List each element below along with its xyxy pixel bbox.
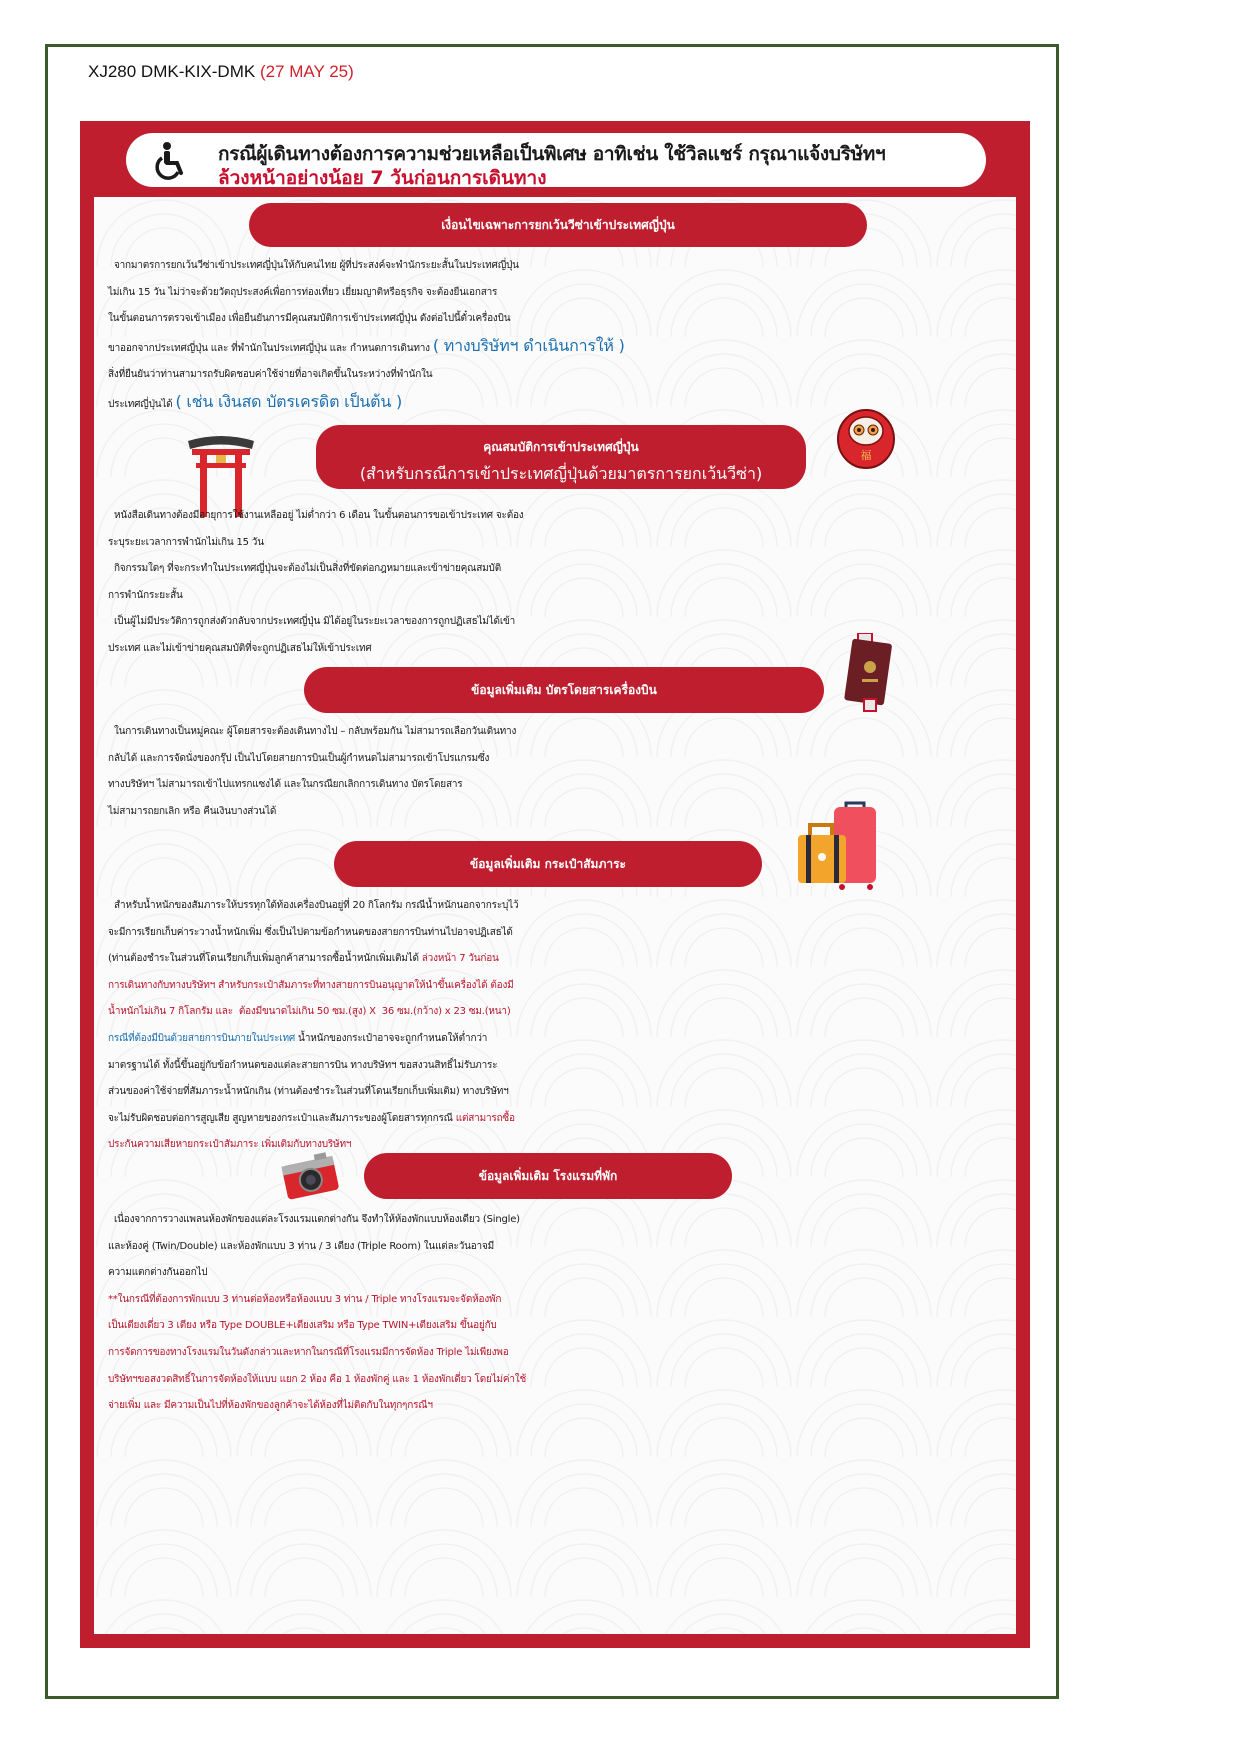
luggage-icon (794, 801, 884, 891)
camera-icon (280, 1151, 340, 1201)
text-line: ในขั้นตอนการตรวจเข้าเมือง เพื่อยืนยันการมีคุณสมบัติการเข้าประเทศญี่ปุ่น ดังต่อไปนี้ตั๋วเครื่องบิน (108, 313, 511, 325)
text-line: ในการเดินทางเป็นหมู่คณะ ผู้โดยสารจะต้องเดินทางไป – กลับพร้อมกัน ไม่สามารถเลือกวันเดินทาง (108, 726, 517, 737)
example-note: ( เช่น เงินสด บัตรเครดิต เป็นต้น ) (175, 391, 403, 411)
passport-ticket-icon (844, 633, 894, 713)
text-line: หนังสือเดินทางต้องมีอายุการใช้งานเหลืออยู่ ไม่ต่ำกว่า 6 เดือน ในขั้นตอนการขอเข้าประเทศ จะต้อง (108, 510, 524, 521)
text-line: จะมีการเรียกเก็บค่าระวางน้ำหนักเพิ่ม ซึ่งเป็นไปตามข้อกำหนดของสายการบินท่านไปอาจปฏิเสธได้ (108, 926, 513, 938)
insurance-note: แต่สามารถซื้อ (455, 1112, 515, 1124)
flight-code: XJ280 DMK-KIX-DMK (88, 62, 256, 81)
text-line: ทางบริษัทฯ ไม่สามารถเข้าไปแทรกแซงได้ และในกรณียกเลิกการเดินทาง บัตรโดยสาร (108, 779, 463, 791)
wheelchair-icon (150, 141, 190, 181)
text-line: สำหรับน้ำหนักของสัมภาระให้บรรทุกใต้ท้องเครื่องบินอยู่ที่ 20 กิโลกรัม กรณีน้ำหนักนอกจากระบุไว้ (108, 900, 519, 911)
text-line: (ท่านต้องชำระในส่วนที่โดนเรียกเก็บเพิ่มลูกค้าสามารถซื้อน้ำหนักเพิ่มเติมได้ ล่วงหน้า 7 วันก่อน (108, 953, 499, 965)
text-line: และห้องคู่ (Twin/Double) และห้องพักแบบ 3 ท่าน / 3 เตียง (Triple Room) ในแต่ละวันอาจมี (108, 1240, 495, 1252)
daruma-character: 福 (860, 449, 872, 462)
text-line: กลับได้ และการจัดนั่งของกรุ๊ป เป็นไปโดยสายการบินเป็นผู้กำหนดไม่สามารถเข้าโปรแกรมซึ่ง (108, 752, 490, 764)
notice-line-2: ล้วงหน้าอย่างน้อย 7 วันก่อนการเดินทาง (218, 167, 547, 189)
advance-notice: ล่วงหน้า 7 วันก่อน (421, 953, 499, 965)
text-line: น้ำหนักไม่เกิน 7 กิโลกรัม และ ต้องมีขนาดไม่เกิน 50 ซม.(สูง) X 36 ซม.(กว้าง) x 23 ซม.(หนา) (108, 1006, 511, 1018)
section-title-qualification: คุณสมบัติการเข้าประเทศญี่ปุ่น (สำหรับกรณีการเข้าประเทศญี่ปุ่นด้วยมาตรการยกเว้นวีซ่า) (316, 425, 806, 489)
company-note: ( ทางบริษัทฯ ดำเนินการให้ ) (432, 335, 625, 355)
text-line: ขาออกจากประเทศญี่ปุ่น และ ที่พำนักในประเทศญี่ปุ่น และ กำหนดการเดินทาง ( ทางบริษัทฯ ดำเนินการให้ ) (108, 335, 625, 355)
baggage-paragraph (108, 893, 998, 1159)
text-line: กิจกรรมใดๆ ที่จะกระทำในประเทศญี่ปุ่นจะต้องไม่เป็นสิ่งที่ขัดต่อกฎหมายและเข้าข่ายคุณสมบัติ (108, 563, 501, 575)
text-line: มาตรฐานได้ ทั้งนี้ขึ้นอยู่กับข้อกำหนดของแต่ละสายการบิน ทางบริษัทฯ ขอสงวนสิทธิ์ไม่รับภาระ (108, 1059, 498, 1071)
notice-line-1: กรณีผู้เดินทางต้องการความช่วยเหลือเป็นพิเศษ อาทิเช่น ใช้วิลแชร์ กรุณาแจ้งบริษัทฯ (218, 143, 886, 165)
text-line: ไม่สามารถยกเลิก หรือ คืนเงินบางส่วนได้ (108, 805, 277, 817)
text-line: จากมาตรการยกเว้นวีซ่าเข้าประเทศญี่ปุ่นให้กับคนไทย ผู้ที่ประสงค์จะพำนักระยะสั้นในประเทศญี่ปุ่น (108, 260, 519, 271)
text-line: บริษัทฯขอสงวดสิทธิ์ในการจัดห้องให้แบบ แยก 2 ห้อง คือ 1 ห้องพักคู่ และ 1 ห้องพักเดี่ยว โดยไม่ค่าใช้ (108, 1373, 527, 1385)
text-line: **ในกรณีที่ต้องการพักแบบ 3 ท่านต่อห้องหรือห้องแบบ 3 ท่าน / Triple ทางโรงแรมจะจัดห้องพัก (108, 1293, 502, 1305)
text-line: เป็นผู้ไม่มีประวัติการถูกส่งตัวกลับจากประเทศญี่ปุ่น มิได้อยู่ในระยะเวลาของการถูกปฏิเสธไม่ได้เข้า (108, 616, 516, 628)
text-line: เป็นเตียงเดี่ยว 3 เตียง หรือ Type DOUBLE+เตียงเสริม หรือ Type TWIN+เตียงเสริม ขึ้นอยู่กับ (108, 1320, 497, 1332)
flight-date: (27 MAY 25) (259, 62, 354, 81)
text-line: กรณีที่ต้องมีบินด้วยสายการบินภายในประเทศ น้ำหนักของกระเป๋าอาจจะถูกกำหนดให้ต่ำกว่า (108, 1032, 488, 1044)
section-title-ticket: ข้อมูลเพิ่มเติม บัตรโดยสารเครื่องบิน (304, 667, 824, 713)
section-title-hotel: ข้อมูลเพิ่มเติม โรงแรมที่พัก (364, 1153, 732, 1199)
visa-paragraph (108, 253, 998, 419)
text-line: สิ่งที่ยืนยันว่าท่านสามารถรับผิดชอบค่าใช้จ่ายที่อาจเกิดขึ้นในระหว่างที่พำนักใน (108, 369, 433, 381)
content-area (94, 197, 1016, 1634)
text-line: จ่ายเพิ่ม และ มีความเป็นไปที่ห้องพักของลูกค้าจะได้ห้องที่ไม่ติดกับในทุกๆกรณีฯ (108, 1400, 433, 1412)
text-line: ส่วนของค่าใช้จ่ายที่สัมภาระน้ำหนักเกิน (ท่านต้องชำระในส่วนที่โดนเรียกเก็บเพิ่มเติม) ทางบริษัทฯ (108, 1086, 509, 1098)
flight-header (88, 62, 354, 82)
text-line: การพำนักระยะสั้น (108, 589, 183, 601)
daruma-doll-icon (834, 405, 898, 469)
text-line: ประเทศญี่ปุ่นได้ ( เช่น เงินสด บัตรเครดิต เป็นต้น ) (108, 391, 403, 411)
text-line: ประเทศ และไม่เข้าข่ายคุณสมบัติที่จะถูกปฏิเสธไม่ให้เข้าประเทศ (108, 642, 372, 654)
hotel-paragraph (108, 1207, 998, 1420)
section-title-visa: เงื่อนไขเฉพาะการยกเว้นวีซ่าเข้าประเทศญี่ปุ่น (249, 203, 867, 247)
text-line: เนื่องจากการวางแพลนห้องพักของแต่ละโรงแรมแตกต่างกัน จึงทำให้ห้องพักแบบห้องเดียว (Single) (108, 1214, 520, 1225)
text-line: จะไม่รับผิดชอบต่อการสูญเสีย สูญหายของกระเป๋าและสัมภาระของผู้โดยสารทุกกรณี แต่สามารถซื้อ (108, 1112, 515, 1124)
text-line: การเดินทางกับทางบริษัทฯ สำหรับกระเป๋าสัมภาระที่ทางสายการบินอนุญาตให้นำขึ้นเครื่องได้ ต้องมี (108, 979, 514, 991)
text-line: ประกันความเสียหายกระเป๋าสัมภาระ เพิ่มเติมกับทางบริษัทฯ (108, 1139, 352, 1151)
section-title-baggage: ข้อมูลเพิ่มเติม กระเป๋าสัมภาระ (334, 841, 762, 887)
special-assistance-notice (126, 133, 986, 187)
text-line: ความแตกต่างกันออกไป (108, 1267, 208, 1279)
text-line: ระบุระยะเวลาการพำนักไม่เกิน 15 วัน (108, 536, 264, 548)
domestic-flight-note: กรณีที่ต้องมีบินด้วยสายการบินภายในประเทศ (108, 1032, 296, 1044)
text-line: การจัดการของทางโรงแรมในวันดังกล่าวและหากในกรณีที่โรงแรมมีการจัดห้อง Triple ไม่เพียงพอ (108, 1346, 509, 1358)
text-line: ไม่เกิน 15 วัน ไม่ว่าจะด้วยวัตถุประสงค์เพื่อการท่องเที่ยว เยี่ยมญาติหรือธุรกิจ จะต้องยืนเอกสาร (108, 286, 498, 298)
info-panel (80, 121, 1030, 1648)
